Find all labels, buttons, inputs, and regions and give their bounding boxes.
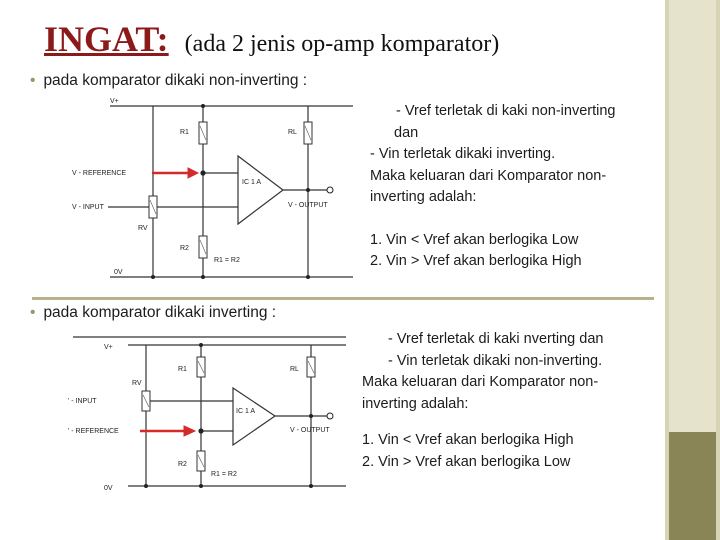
arrow-right-icon [140,426,195,436]
section1-list [370,230,665,273]
section1-line-1: - Vref terletak di kaki non-inverting [396,103,616,119]
label-rl: RL [288,129,297,136]
decorative-sidebar [665,0,720,540]
section-divider [32,297,654,300]
label-r2: R2 [180,245,189,252]
resistor-icon [142,357,315,471]
label-reference: ' - REFERENCE [68,428,119,435]
label-r1: R1 [178,366,187,373]
label-ratio: R1 = R2 [211,471,237,478]
bullet-icon: • [30,72,36,89]
label-input: V - INPUT [72,204,104,211]
label-output: V - OUTPUT [288,202,328,209]
circuit-diagram-non-inverting [68,94,368,284]
section1-line-2: dan [394,124,419,141]
label-r2: R2 [178,461,187,468]
circuit-diagram-inverting [68,333,358,498]
label-reference: V - REFERENCE [72,170,127,177]
section1-description [370,101,665,273]
label-zero: 0V [114,269,123,276]
label-rl: RL [290,366,299,373]
section1-list-item-2: 2. Vin > Vref akan berlogika High [370,253,582,269]
section1-heading [30,72,307,90]
label-ratio: R1 = R2 [214,257,240,264]
section2-line-3: Maka keluaran dari Komparator non- [362,374,599,390]
label-ic: IC 1 A [242,179,262,186]
label-input: ' - INPUT [68,398,97,405]
section1-line-4: Maka keluaran dari Komparator non- [370,167,607,184]
label-ic: IC 1 A [236,408,256,415]
label-vplus: V+ [110,98,119,105]
section1-heading-text: pada komparator dikaki non-inverting : [43,72,308,89]
section2-heading [30,304,276,322]
label-zero: 0V [104,485,113,492]
section1-list-item-1: 1. Vin < Vref akan berlogika Low [370,231,579,248]
label-rv: RV [132,380,142,387]
section1-line-3: - Vin terletak dikaki inverting. [370,146,556,162]
label-rv: RV [138,225,148,232]
page-title [44,18,499,60]
section2-line-2: - Vin terletak dikaki non-inverting. [388,352,603,369]
title-subtitle: (ada 2 jenis op-amp komparator) [184,31,500,57]
section2-heading-text: pada komparator dikaki inverting : [43,304,277,321]
section2-list-item-1: 1. Vin < Vref akan berlogika High [362,432,574,448]
section2-line-4: inverting adalah: [362,395,469,412]
arrow-right-icon [152,168,198,178]
label-output: V - OUTPUT [290,427,330,434]
sidebar-accent-block [669,432,716,540]
label-vplus: V+ [104,344,113,351]
section1-line-5: inverting adalah: [370,189,477,205]
label-r1: R1 [180,129,189,136]
section2-description [362,329,662,473]
section2-line-1: - Vref terletak di kaki nverting dan [388,331,604,347]
section2-list [362,430,662,473]
section2-list-item-2: 2. Vin > Vref akan berlogika Low [362,453,571,470]
title-main: INGAT: [44,19,169,59]
bullet-icon: • [30,304,36,321]
